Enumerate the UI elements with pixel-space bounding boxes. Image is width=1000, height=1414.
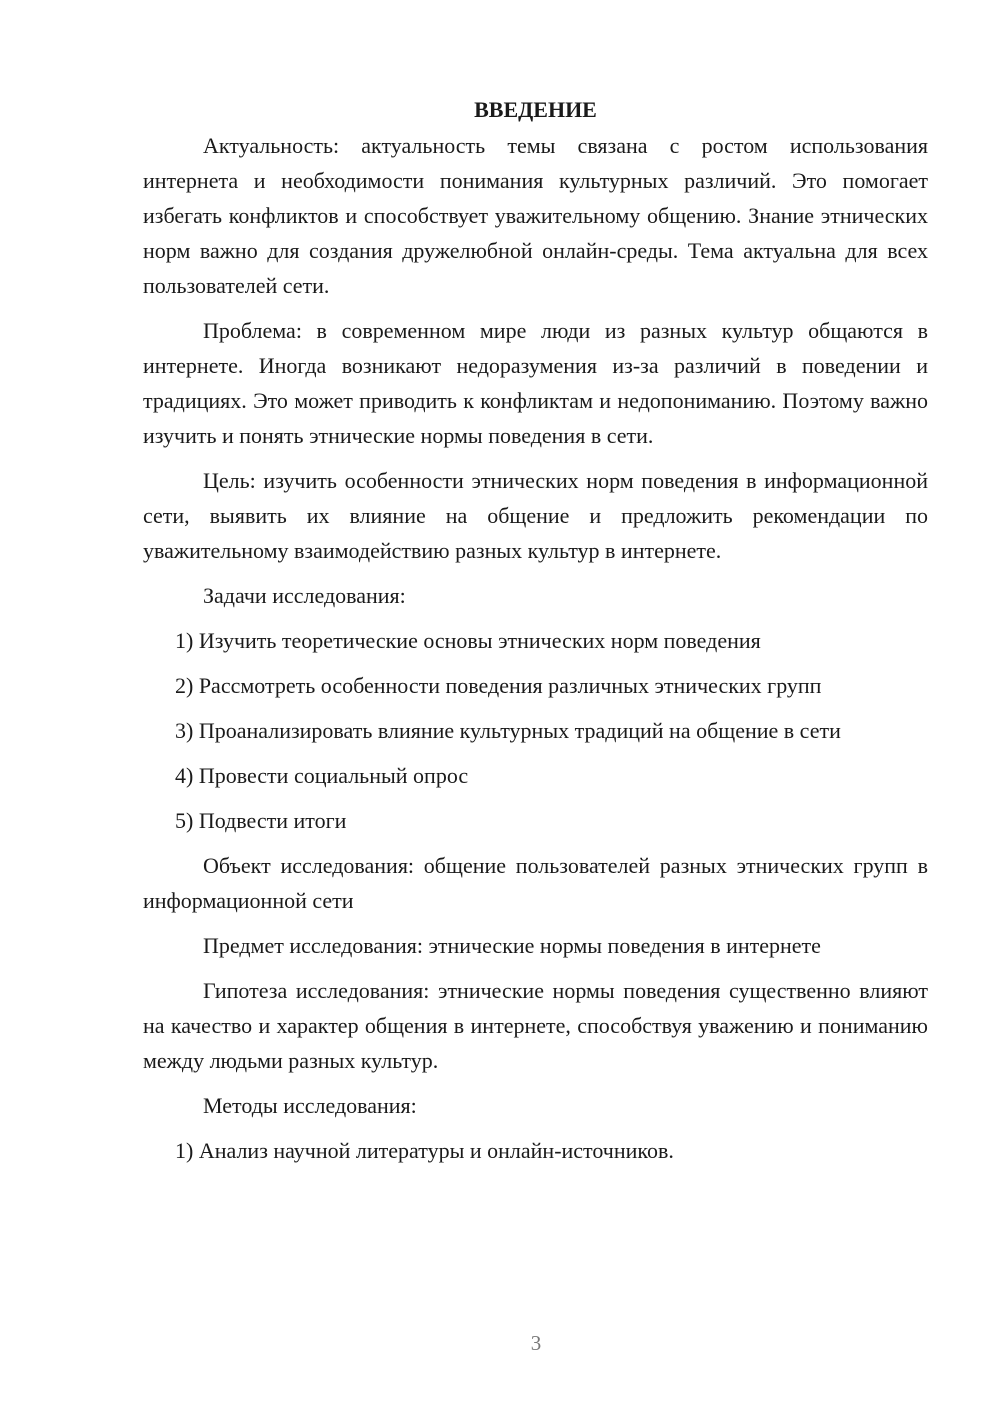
hypothesis-paragraph: Гипотеза исследования: этнические нормы поведения существенно влияют на качество и характер общения в интернете, способствуя уважению и пониманию между людьми разных культур. — [143, 978, 928, 1073]
tasks-heading: Задачи исследования: — [203, 583, 406, 608]
relevance-paragraph: Актуальность: актуальность темы связана с ростом использования интернета и необходимости понимания культурных различий. Это помогает избегать конфликтов и способствует уважительному общению. Знание этнических норм важно для создания дружелюбной онлайн-среды. Тема актуальна для всех пользователей сети. — [143, 133, 928, 298]
method-item-1: 1) Анализ научной литературы и онлайн-источников. — [175, 1138, 674, 1163]
task-item-2: 2) Рассмотреть особенности поведения различных этнических групп — [175, 673, 822, 698]
section-title: ВВЕДЕНИЕ — [474, 97, 597, 122]
object-paragraph: Объект исследования: общение пользователей разных этнических групп в информационной сети — [143, 853, 928, 913]
methods-heading: Методы исследования: — [203, 1093, 417, 1118]
subject-paragraph: Предмет исследования: этнические нормы поведения в интернете — [203, 933, 821, 958]
task-item-5: 5) Подвести итоги — [175, 808, 347, 833]
page-content — [143, 92, 928, 1178]
page-number: 3 — [530, 1331, 542, 1355]
problem-paragraph: Проблема: в современном мире люди из разных культур общаются в интернете. Иногда возникают недоразумения из-за различий в поведении и традициях. Это может приводить к конфликтам и недопониманию. Поэтому важно изучить и понять этнические нормы поведения в сети. — [143, 318, 928, 448]
task-item-1: 1) Изучить теоретические основы этнических норм поведения — [175, 628, 761, 653]
task-item-4: 4) Провести социальный опрос — [175, 763, 469, 788]
goal-paragraph: Цель: изучить особенности этнических норм поведения в информационной сети, выявить их влияние на общение и предложить рекомендации по уважительному взаимодействию разных культур в интернете. — [143, 468, 928, 563]
task-item-3: 3) Проанализировать влияние культурных традиций на общение в сети — [175, 718, 841, 743]
